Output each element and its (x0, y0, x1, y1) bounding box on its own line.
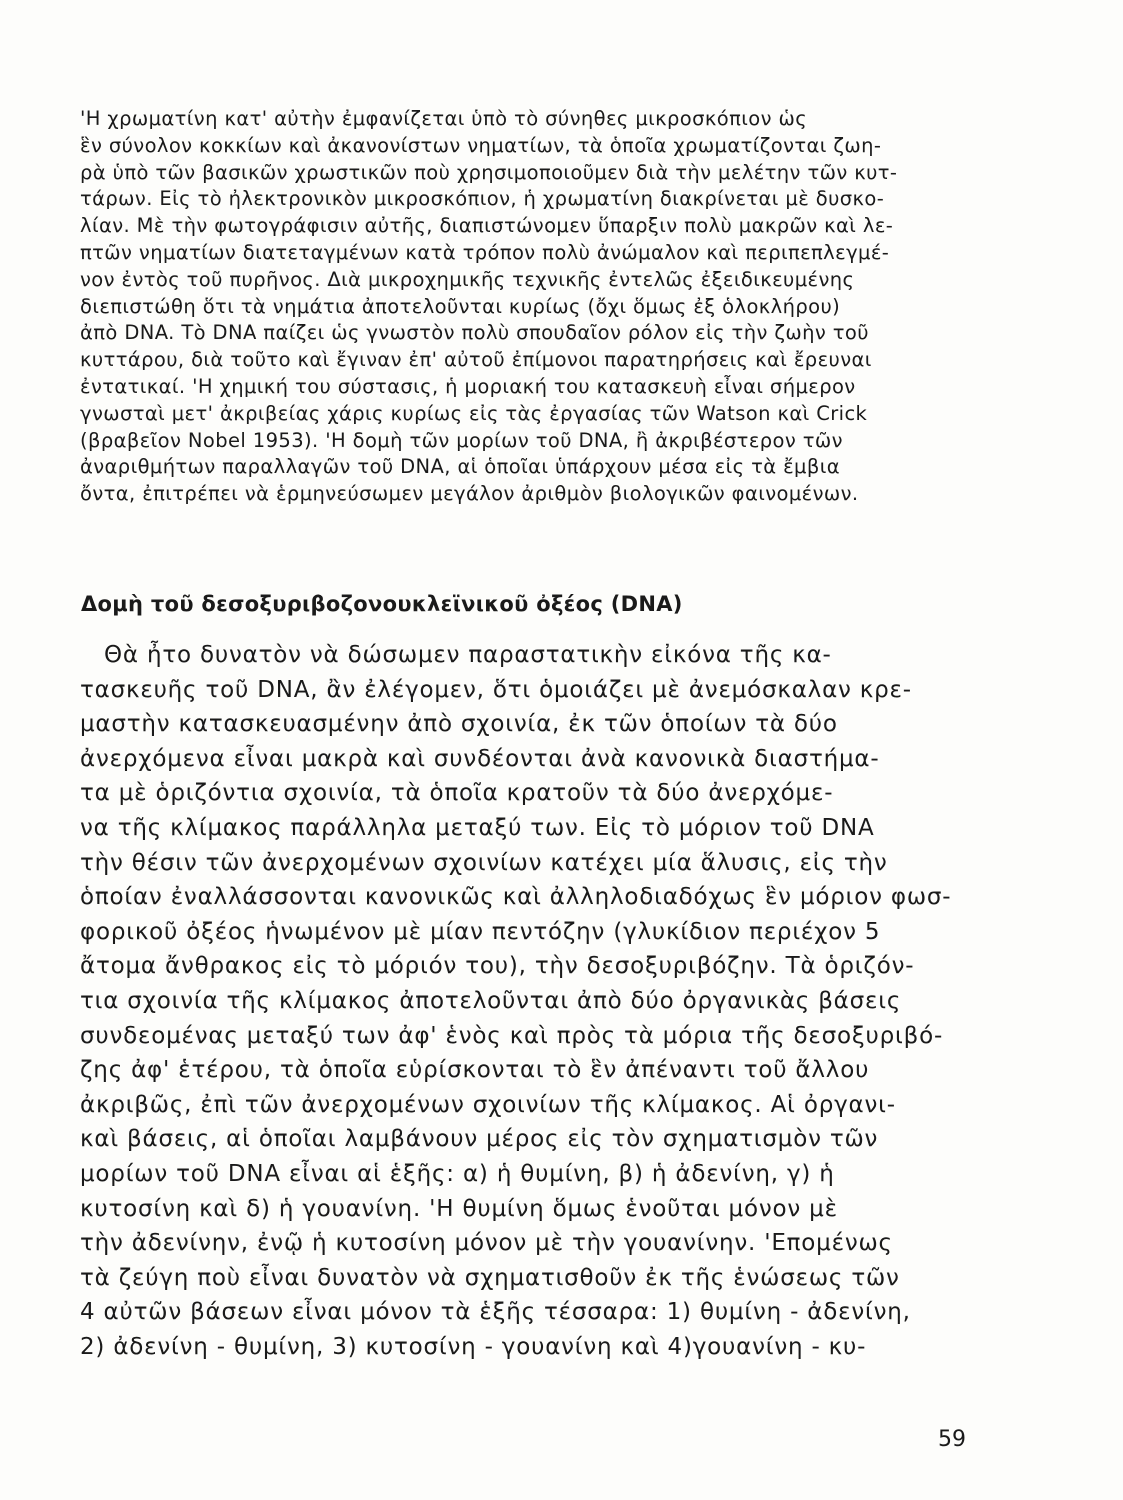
text-line: να τῆς κλίμακος παράλληλα μεταξύ των. Εἰς τὸ μόριον τοῦ DNA (80, 814, 875, 841)
text-line: (βραβεῖον Nobel 1953). 'Η δομὴ τῶν μορίων τοῦ DNA, ἢ ἀκριβέστερον τῶν (80, 428, 843, 452)
text-line: κυττάρου, διὰ τοῦτο καὶ ἔγιναν ἐπ' αὐτοῦ ἐπίμονοι παρατηρήσεις καὶ ἔρευναι (80, 348, 872, 372)
text-line: λίαν. Μὲ τὴν φωτογράφισιν αὐτῆς, διαπιστώνομεν ὕπαρξιν πολὺ μακρῶν καὶ λε- (80, 214, 894, 238)
text-line: πτῶν νηματίων διατεταγμένων κατὰ τρόπον πολὺ ἀνώμαλον καὶ περιπεπλεγμέ- (80, 240, 890, 264)
text-line: φορικοῦ ὀξέος ἡνωμένον μὲ μίαν πεντόζην (γλυκίδιον περιέχον 5 (80, 918, 881, 945)
text-line: ρὰ ὑπὸ τῶν βασικῶν χρωστικῶν ποὺ χρησιμοποιοῦμεν διὰ τὴν μελέτην τῶν κυτ- (80, 160, 898, 184)
text-line: 4 αὐτῶν βάσεων εἶναι μόνον τὰ ἑξῆς τέσσαρα: 1) θυμίνη - ἀδενίνη, (80, 1299, 911, 1326)
text-line: γνωσταὶ μετ' ἀκριβείας χάρις κυρίως εἰς τὰς ἐργασίας τῶν Watson καὶ Crick (80, 401, 868, 425)
text-line: ὁποίαν ἐναλλάσσονται κανονικῶς καὶ ἀλληλοδιαδόχως ἓν μόριον φωσ- (80, 884, 952, 911)
text-line: διεπιστώθη ὅτι τὰ νημάτια ἀποτελοῦνται κυρίως (ὄχι ὅμως ἐξ ὁλοκλήρου) (80, 294, 841, 318)
text-line: μορίων τοῦ DNA εἶναι αἱ ἑξῆς: α) ἡ θυμίνη, β) ἡ ἀδενίνη, γ) ἡ (80, 1160, 835, 1187)
text-line: Θὰ ἦτο δυνατὸν νὰ δώσωμεν παραστατικὴν εἰκόνα τῆς κα- (104, 642, 832, 668)
paragraph-dna-structure (80, 638, 980, 1364)
text-line: καὶ βάσεις, αἱ ὁποῖαι λαμβάνουν μέρος εἰς τὸν σχηματισμὸν τῶν (80, 1126, 879, 1153)
text-line: συνδεομένας μεταξύ των ἀφ' ἑνὸς καὶ πρὸς τὰ μόρια τῆς δεσοξυριβό- (80, 1022, 944, 1049)
text-line: τάρων. Εἰς τὸ ἠλεκτρονικὸν μικροσκόπιον, ἡ χρωματίνη διακρίνεται μὲ δυσκο- (80, 187, 885, 211)
section-heading: Δομὴ τοῦ δεσοξυριβοζονουκλεϊνικοῦ ὀξέος (DNA) (81, 592, 683, 616)
text-line: τια σχοινία τῆς κλίμακος ἀποτελοῦνται ἀπὸ δύο ὀργανικὰς βάσεις (80, 987, 902, 1014)
text-line: κυτοσίνη καὶ δ) ἡ γουανίνη. 'Η θυμίνη ὅμως ἑνοῦται μόνον μὲ (80, 1195, 838, 1222)
text-line: ὄντα, ἐπιτρέπει νὰ ἑρμηνεύσωμεν μεγάλον ἀριθμὸν βιολογικῶν φαινομένων. (80, 482, 859, 506)
text-line: ἄτομα ἄνθρακος εἰς τὸ μόριόν του), τὴν δεσοξυριβόζην. Τὰ ὁριζόν- (80, 953, 915, 980)
text-line: ἀνερχόμενα εἶναι μακρὰ καὶ συνδέονται ἀνὰ κανονικὰ διαστήμα- (80, 745, 880, 772)
text-line: ζης ἀφ' ἑτέρου, τὰ ὁποῖα εὑρίσκονται τὸ ἓν ἀπέναντι τοῦ ἄλλου (80, 1057, 870, 1084)
text-line: ἀπὸ DNA. Τὸ DNA παίζει ὡς γνωστὸν πολὺ σπουδαῖον ρόλον εἰς τὴν ζωὴν τοῦ (80, 321, 869, 345)
text-line: τὴν θέσιν τῶν ἀνερχομένων σχοινίων κατέχει μία ἅλυσις, εἰς τὴν (80, 849, 888, 876)
text-line: ἀκριβῶς, ἐπὶ τῶν ἀνερχομένων σχοινίων τῆς κλίμακος. Αἱ ὀργανι- (80, 1091, 896, 1118)
page-number: 59 (938, 1427, 966, 1452)
text-line: 2) ἀδενίνη - θυμίνη, 3) κυτοσίνη - γουανίνη καὶ 4)γουανίνη - κυ- (80, 1333, 867, 1360)
paragraph-chromatin (80, 106, 980, 508)
text-line: τασκευῆς τοῦ DNA, ἂν ἐλέγομεν, ὅτι ὁμοιάζει μὲ ἀνεμόσκαλαν κρε- (80, 676, 912, 703)
text-line: ἓν σύνολον κοκκίων καὶ ἀκανονίστων νηματίων, τὰ ὁποῖα χρωματίζονται ζωη- (80, 133, 882, 157)
text-line: τὰ ζεύγη ποὺ εἶναι δυνατὸν νὰ σχηματισθοῦν ἐκ τῆς ἑνώσεως τῶν (80, 1264, 900, 1291)
text-line: νον ἐντὸς τοῦ πυρῆνος. Διὰ μικροχημικῆς τεχνικῆς ἐντελῶς ἐξειδικευμένης (80, 267, 855, 291)
text-line: μαστὴν κατασκευασμένην ἀπὸ σχοινία, ἐκ τῶν ὁποίων τὰ δύο (80, 711, 838, 738)
text-line: ἐντατικαί. 'Η χημική του σύστασις, ἡ μοριακή του κατασκευὴ εἶναι σήμερον (80, 374, 856, 398)
text-line: τα μὲ ὁριζόντια σχοινία, τὰ ὁποῖα κρατοῦν τὰ δύο ἀνερχόμε- (80, 780, 834, 807)
text-line: τὴν ἀδενίνην, ἐνῷ ἡ κυτοσίνη μόνον μὲ τὴν γουανίνην. 'Επομένως (80, 1230, 893, 1257)
text-line: ἀναριθμήτων παραλλαγῶν τοῦ DNA, αἱ ὁποῖαι ὑπάρχουν μέσα εἰς τὰ ἔμβια (80, 455, 840, 479)
text-line: 'Η χρωματίνη κατ' αὐτὴν ἐμφανίζεται ὑπὸ τὸ σύνηθες μικροσκόπιον ὡς (80, 107, 808, 130)
